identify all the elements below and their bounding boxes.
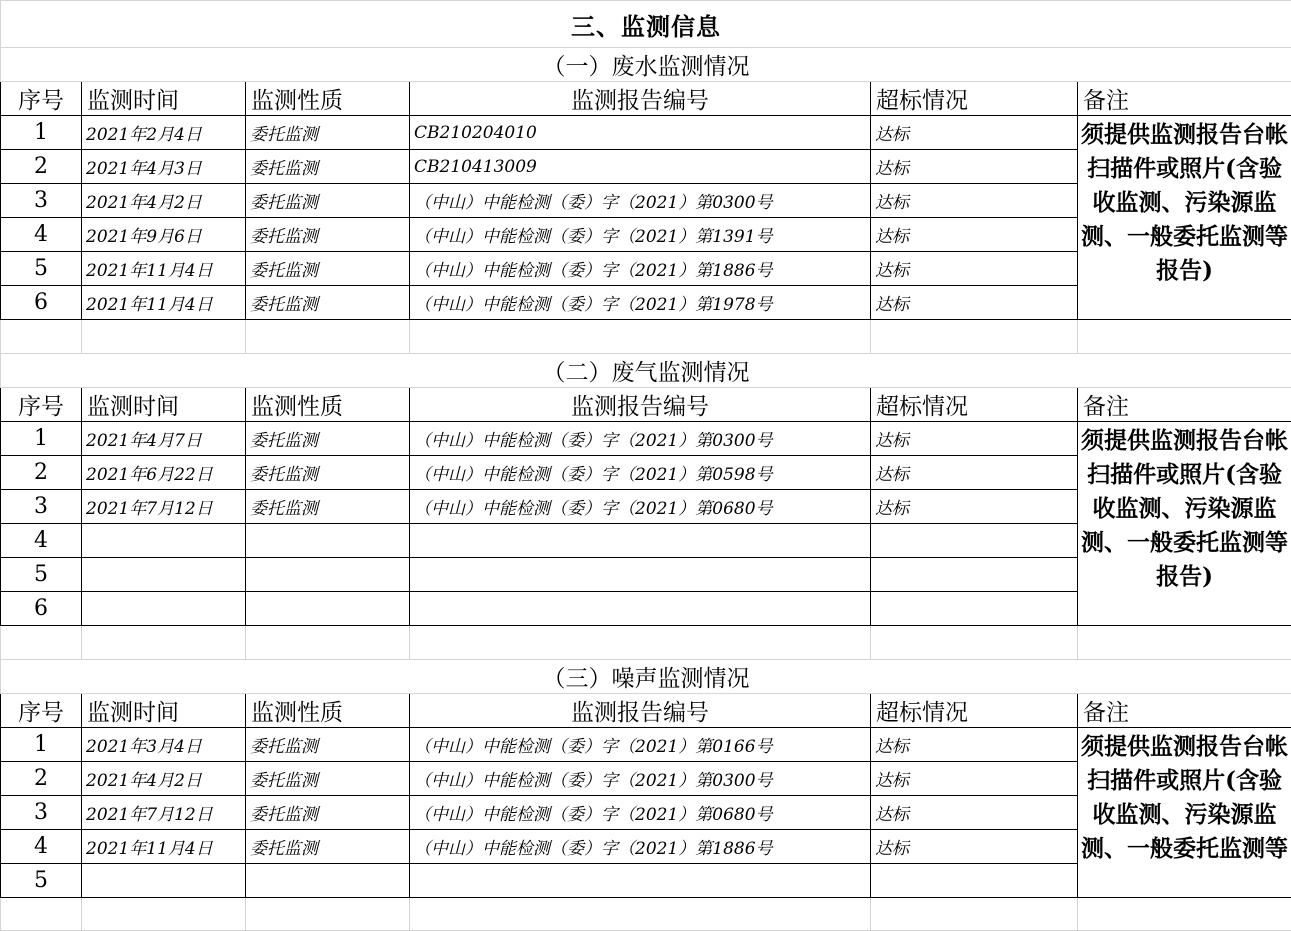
col-header-seq: 序号 (1, 82, 82, 116)
cell-exceed[interactable]: 达标 (871, 830, 1078, 864)
cell-seq[interactable]: 2 (1, 456, 82, 490)
cell-nature[interactable]: 委托监测 (246, 830, 410, 864)
col-header-note: 备注 (1078, 388, 1291, 422)
cell-report-no[interactable] (410, 592, 871, 626)
table-row (1, 422, 1291, 456)
cell-seq[interactable]: 2 (1, 150, 82, 184)
col-header-nature: 监测性质 (246, 82, 410, 116)
cell-report-no[interactable]: （中山）中能检测（委）字（2021）第0598号 (410, 456, 871, 490)
cell-nature[interactable]: 委托监测 (246, 286, 410, 320)
col-header-note: 备注 (1078, 694, 1291, 728)
cell-exceed[interactable]: 达标 (871, 796, 1078, 830)
cell-seq[interactable]: 1 (1, 422, 82, 456)
table-row (1, 728, 1291, 762)
cell-nature[interactable] (246, 558, 410, 592)
cell-exceed[interactable]: 达标 (871, 150, 1078, 184)
cell-report-no[interactable]: （中山）中能检测（委）字（2021）第0166号 (410, 728, 871, 762)
cell-exceed[interactable] (871, 524, 1078, 558)
section-title-noise: （三）噪声监测情况 (1, 660, 1291, 694)
cell-nature[interactable]: 委托监测 (246, 116, 410, 150)
cell-report-no[interactable]: （中山）中能检测（委）字（2021）第0300号 (410, 762, 871, 796)
cell-time[interactable] (82, 558, 246, 592)
cell-nature[interactable] (246, 524, 410, 558)
cell-seq[interactable]: 2 (1, 762, 82, 796)
spacer-row (1, 320, 1291, 354)
cell-exceed[interactable]: 达标 (871, 490, 1078, 524)
cell-nature[interactable]: 委托监测 (246, 218, 410, 252)
col-header-note: 备注 (1078, 82, 1291, 116)
section-title-exhaust-gas: （二）废气监测情况 (1, 354, 1291, 388)
cell-nature[interactable]: 委托监测 (246, 252, 410, 286)
spacer-row (1, 626, 1291, 660)
page-title: 三、监测信息 (1, 1, 1291, 48)
cell-report-no[interactable]: （中山）中能检测（委）字（2021）第1978号 (410, 286, 871, 320)
cell-report-no[interactable]: （中山）中能检测（委）字（2021）第0680号 (410, 796, 871, 830)
col-header-exceed: 超标情况 (871, 694, 1078, 728)
col-header-exceed: 超标情况 (871, 388, 1078, 422)
cell-nature[interactable]: 委托监测 (246, 728, 410, 762)
cell-seq[interactable]: 4 (1, 218, 82, 252)
cell-nature[interactable]: 委托监测 (246, 150, 410, 184)
cell-exceed[interactable] (871, 558, 1078, 592)
cell-time[interactable]: 2021年4月7日 (82, 422, 246, 456)
table-header-row (1, 694, 1291, 728)
cell-time[interactable]: 2021年7月12日 (82, 490, 246, 524)
cell-nature[interactable] (246, 864, 410, 898)
cell-nature[interactable]: 委托监测 (246, 796, 410, 830)
cell-time[interactable]: 2021年11月4日 (82, 286, 246, 320)
cell-time[interactable]: 2021年6月22日 (82, 456, 246, 490)
cell-seq[interactable]: 3 (1, 490, 82, 524)
cell-seq[interactable]: 6 (1, 286, 82, 320)
col-header-time: 监测时间 (82, 82, 246, 116)
cell-exceed[interactable] (871, 864, 1078, 898)
cell-report-no[interactable] (410, 558, 871, 592)
cell-time[interactable] (82, 524, 246, 558)
cell-exceed[interactable]: 达标 (871, 728, 1078, 762)
cell-exceed[interactable]: 达标 (871, 456, 1078, 490)
cell-nature[interactable] (246, 592, 410, 626)
cell-exceed[interactable]: 达标 (871, 116, 1078, 150)
cell-seq[interactable]: 1 (1, 728, 82, 762)
cell-exceed[interactable]: 达标 (871, 286, 1078, 320)
col-header-time: 监测时间 (82, 388, 246, 422)
cell-report-no[interactable]: （中山）中能检测（委）字（2021）第1886号 (410, 252, 871, 286)
cell-report-no[interactable]: CB210413009 (410, 150, 871, 184)
section-title-wastewater: （一）废水监测情况 (1, 48, 1291, 82)
cell-exceed[interactable]: 达标 (871, 762, 1078, 796)
cell-nature[interactable]: 委托监测 (246, 456, 410, 490)
cell-time[interactable] (82, 592, 246, 626)
cell-nature[interactable]: 委托监测 (246, 184, 410, 218)
cell-seq[interactable]: 5 (1, 864, 82, 898)
cell-seq[interactable]: 3 (1, 184, 82, 218)
cell-seq[interactable]: 5 (1, 252, 82, 286)
col-header-nature: 监测性质 (246, 694, 410, 728)
cell-note[interactable]: 须提供监测报告台帐扫描件或照片(含验收监测、污染源监测、一般委托监测等 (1078, 728, 1291, 898)
cell-time[interactable]: 2021年4月2日 (82, 184, 246, 218)
cell-seq[interactable]: 4 (1, 830, 82, 864)
cell-time[interactable]: 2021年9月6日 (82, 218, 246, 252)
cell-report-no[interactable] (410, 864, 871, 898)
col-header-exceed: 超标情况 (871, 82, 1078, 116)
col-header-seq: 序号 (1, 694, 82, 728)
cell-nature[interactable]: 委托监测 (246, 490, 410, 524)
table-row (1, 116, 1291, 150)
spacer-row (1, 898, 1291, 931)
cell-seq[interactable]: 1 (1, 116, 82, 150)
cell-time[interactable]: 2021年3月4日 (82, 728, 246, 762)
col-header-time: 监测时间 (82, 694, 246, 728)
cell-note[interactable]: 须提供监测报告台帐扫描件或照片(含验收监测、污染源监测、一般委托监测等报告) (1078, 116, 1291, 320)
cell-report-no[interactable]: （中山）中能检测（委）字（2021）第0300号 (410, 422, 871, 456)
cell-note[interactable]: 须提供监测报告台帐扫描件或照片(含验收监测、污染源监测、一般委托监测等报告) (1078, 422, 1291, 626)
cell-report-no[interactable]: （中山）中能检测（委）字（2021）第1391号 (410, 218, 871, 252)
col-header-report-no: 监测报告编号 (410, 82, 871, 116)
col-header-report-no: 监测报告编号 (410, 388, 871, 422)
table-header-row (1, 82, 1291, 116)
cell-exceed[interactable]: 达标 (871, 422, 1078, 456)
cell-time[interactable]: 2021年4月3日 (82, 150, 246, 184)
cell-time[interactable]: 2021年2月4日 (82, 116, 246, 150)
col-header-seq: 序号 (1, 388, 82, 422)
cell-report-no[interactable]: （中山）中能检测（委）字（2021）第0300号 (410, 184, 871, 218)
cell-seq[interactable]: 4 (1, 524, 82, 558)
cell-report-no[interactable]: CB210204010 (410, 116, 871, 150)
cell-time[interactable]: 2021年11月4日 (82, 252, 246, 286)
cell-exceed[interactable]: 达标 (871, 252, 1078, 286)
cell-report-no[interactable]: （中山）中能检测（委）字（2021）第0680号 (410, 490, 871, 524)
cell-report-no[interactable]: （中山）中能检测（委）字（2021）第1886号 (410, 830, 871, 864)
table-header-row (1, 388, 1291, 422)
cell-seq[interactable]: 5 (1, 558, 82, 592)
cell-time[interactable]: 2021年7月12日 (82, 796, 246, 830)
cell-time[interactable] (82, 864, 246, 898)
cell-time[interactable]: 2021年11月4日 (82, 830, 246, 864)
cell-seq[interactable]: 3 (1, 796, 82, 830)
cell-report-no[interactable] (410, 524, 871, 558)
cell-exceed[interactable] (871, 592, 1078, 626)
col-header-report-no: 监测报告编号 (410, 694, 871, 728)
col-header-nature: 监测性质 (246, 388, 410, 422)
cell-time[interactable]: 2021年4月2日 (82, 762, 246, 796)
cell-nature[interactable]: 委托监测 (246, 762, 410, 796)
cell-exceed[interactable]: 达标 (871, 184, 1078, 218)
cell-seq[interactable]: 6 (1, 592, 82, 626)
cell-nature[interactable]: 委托监测 (246, 422, 410, 456)
cell-exceed[interactable]: 达标 (871, 218, 1078, 252)
